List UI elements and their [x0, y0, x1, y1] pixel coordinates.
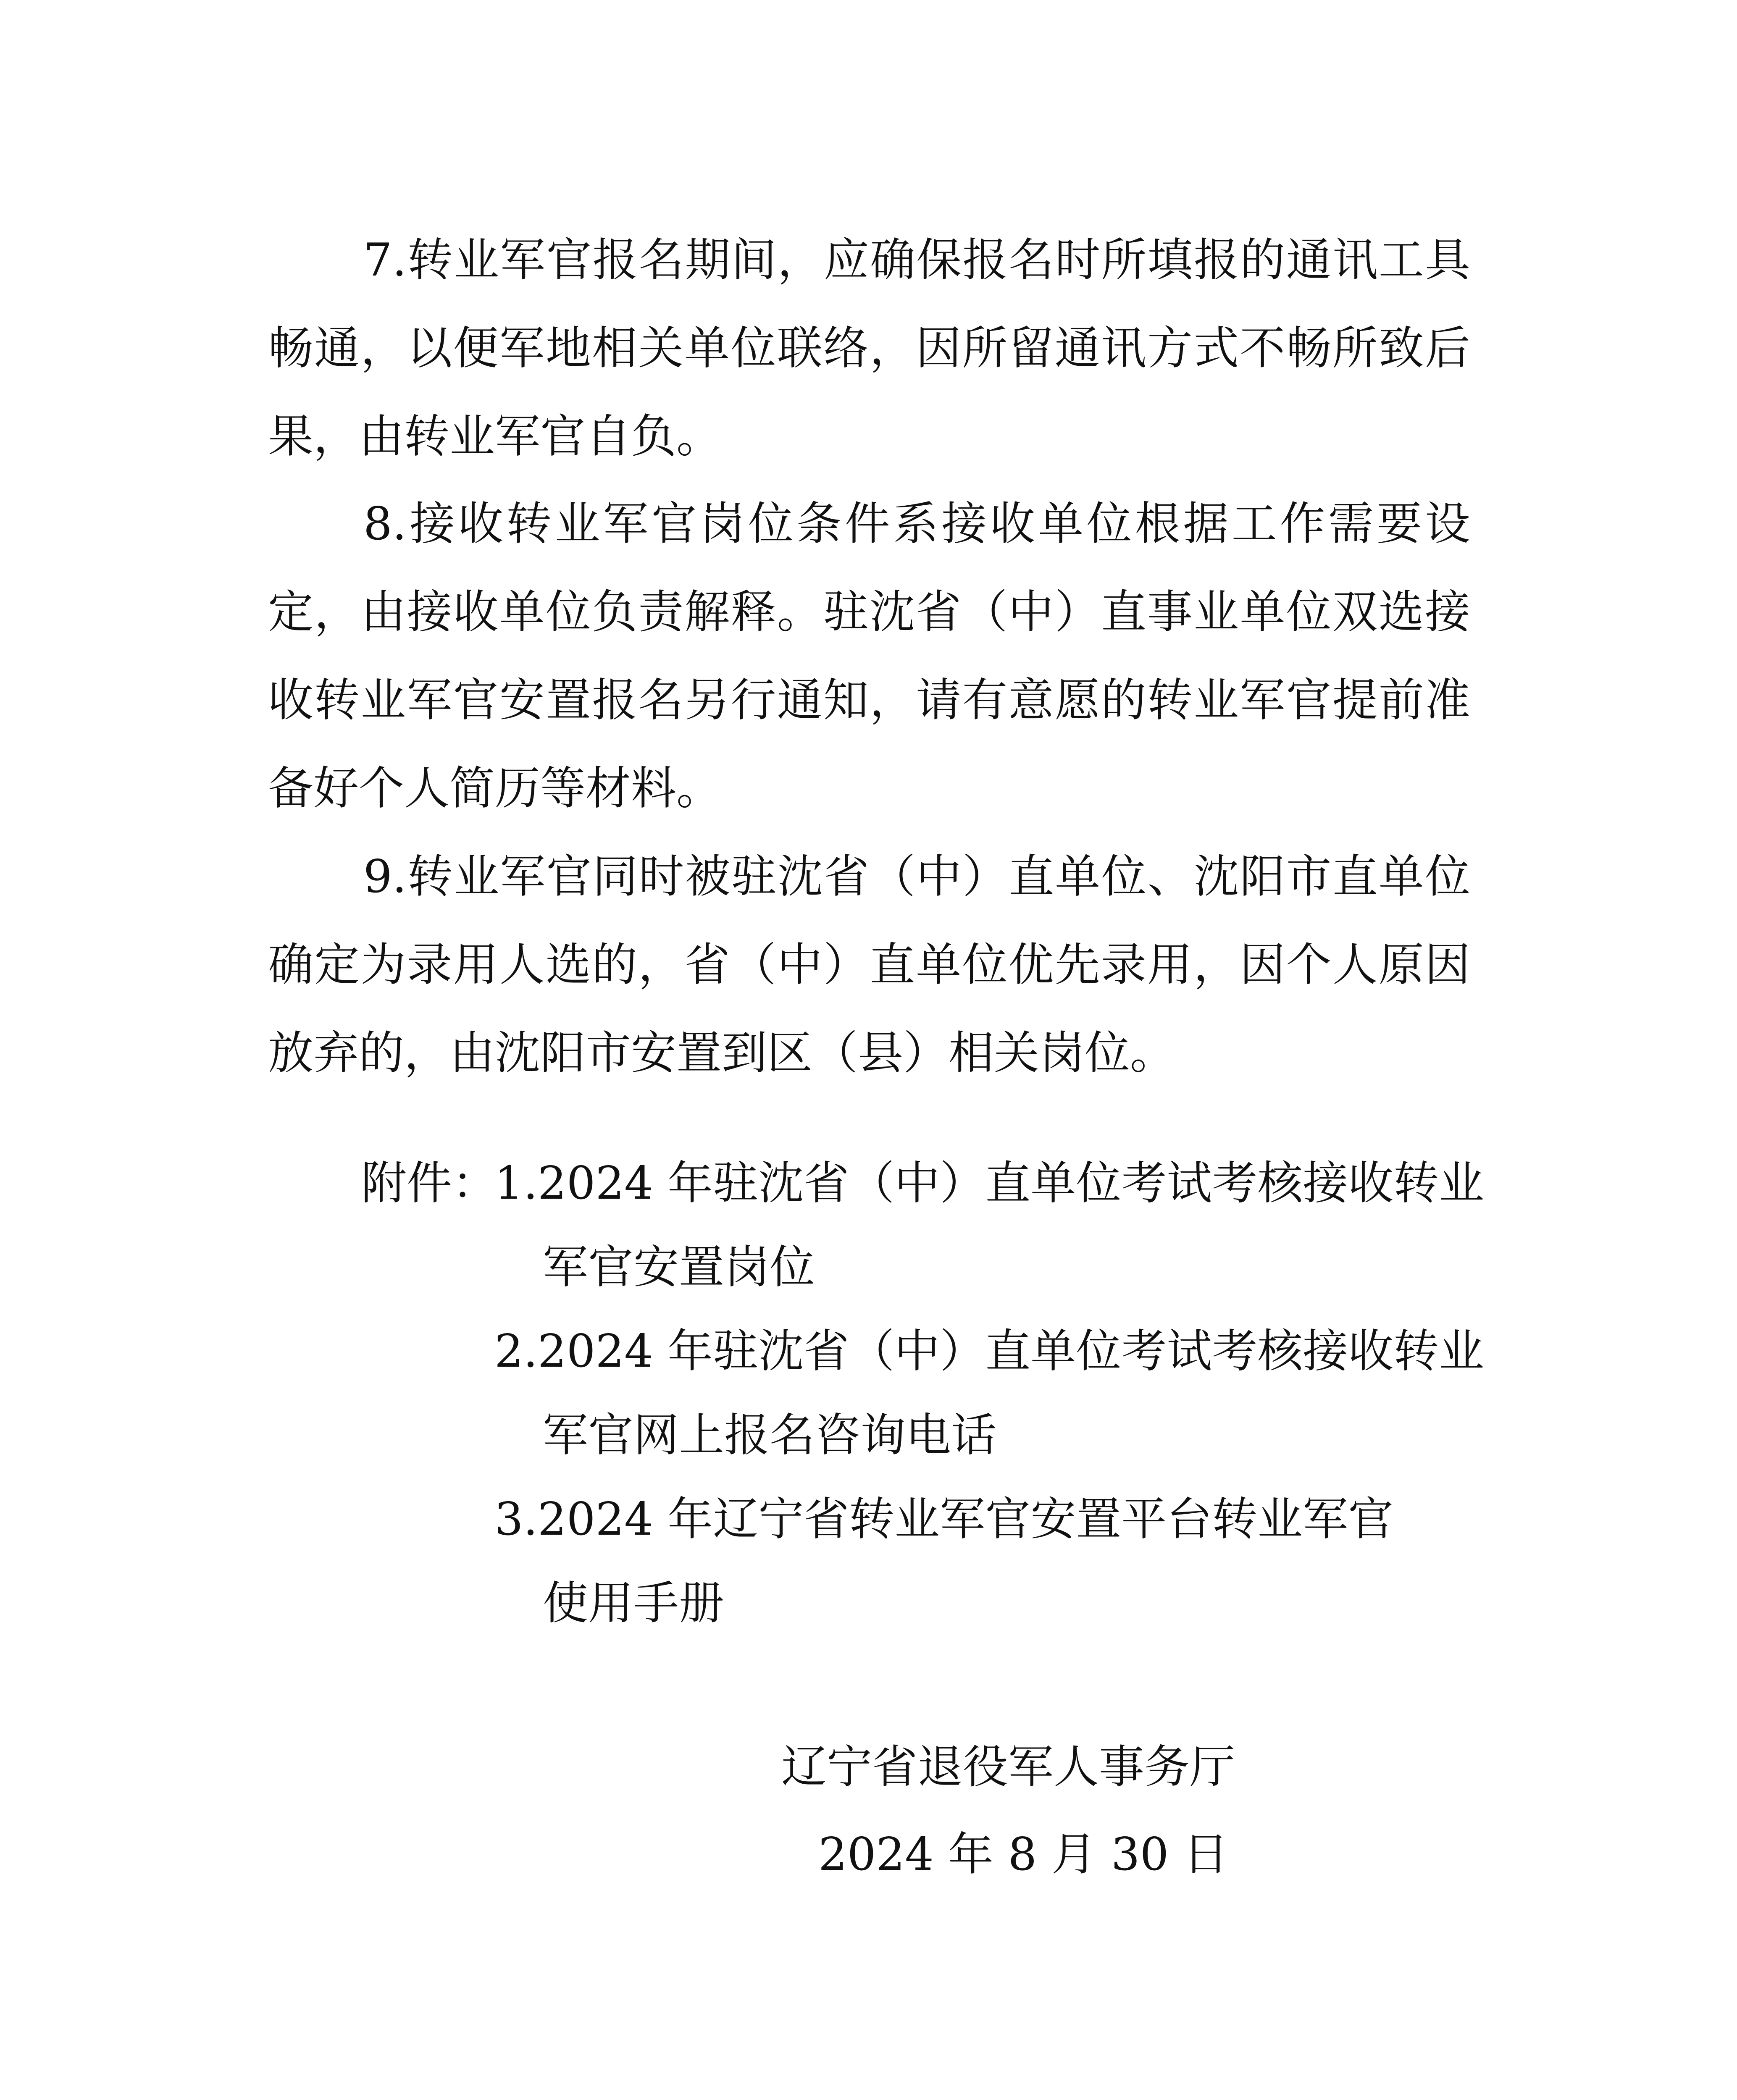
attachment-1-line-1: 1.2024 年驻沈省（中）直单位考试考核接收转业 — [494, 1157, 1485, 1210]
attachment-1-line-2: 军官安置岗位 — [543, 1241, 815, 1294]
attachments-label: 附件： — [361, 1157, 498, 1210]
paragraph-7-line-2: 畅通，以便军地相关单位联络，因所留通讯方式不畅所致后 — [268, 322, 1470, 375]
paragraph-8-line-2: 定，由接收单位负责解释。驻沈省（中）直事业单位双选接 — [268, 586, 1470, 638]
attachment-2-line-2: 军官网上报名咨询电话 — [543, 1409, 997, 1462]
paragraph-8-line-1: 8.接收转业军官岗位条件系接收单位根据工作需要设 — [363, 498, 1470, 550]
paragraph-9-line-1: 9.转业军官同时被驻沈省（中）直单位、沈阳市直单位 — [363, 850, 1470, 903]
signature-date: 2024 年 8 月 30 日 — [818, 1828, 1229, 1881]
paragraph-8-line-3: 收转业军官安置报名另行通知，请有意愿的转业军官提前准 — [268, 674, 1470, 727]
attachment-3-line-1: 3.2024 年辽宁省转业军官安置平台转业军官 — [494, 1493, 1394, 1546]
paragraph-7-line-1: 7.转业军官报名期间，应确保报名时所填报的通讯工具 — [363, 234, 1470, 286]
paragraph-8-line-4: 备好个人简历等材料。 — [268, 762, 722, 815]
attachment-3-line-2: 使用手册 — [543, 1577, 725, 1630]
paragraph-9-line-3: 放弃的，由沈阳市安置到区（县）相关岗位。 — [268, 1027, 1176, 1079]
paragraph-9-line-2: 确定为录用人选的，省（中）直单位优先录用，因个人原因 — [268, 939, 1470, 991]
paragraph-7-line-3: 果，由转业军官自负。 — [268, 410, 722, 463]
signature-organization: 辽宁省退役军人事务厅 — [781, 1741, 1235, 1793]
attachment-2-line-1: 2.2024 年驻沈省（中）直单位考试考核接收转业 — [494, 1325, 1485, 1378]
